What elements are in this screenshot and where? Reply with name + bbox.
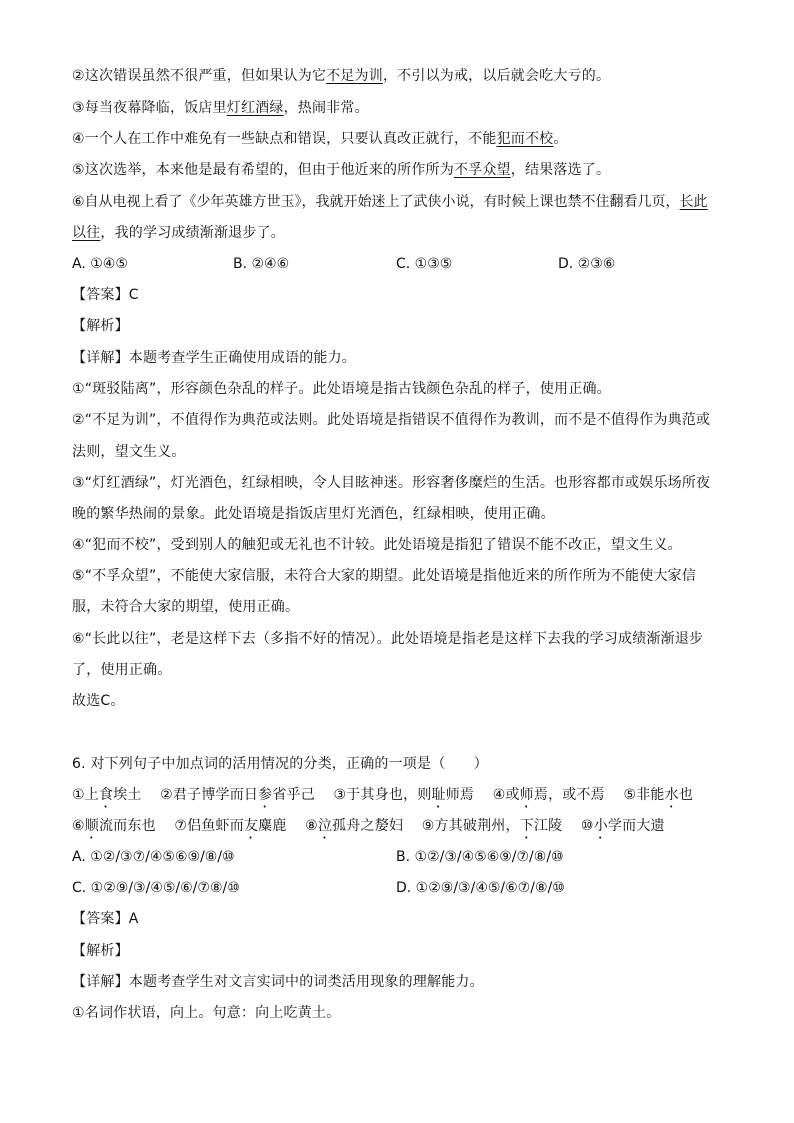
explanation-line: ①名词作状语，向上。句意：向上吃黄土。: [72, 1005, 341, 1021]
q6-item: ⑥顺流而东也: [72, 818, 156, 834]
conclusion-line: 故选C。: [72, 693, 125, 709]
sentence-3: ③每当夜幕降临，饭店里灯红酒绿，热闹非常。: [72, 100, 369, 116]
option-d: D. ②③⑥: [558, 256, 616, 272]
explanation-line: ④“犯而不校”，受到别人的触犯或无礼也不计较。此处语境是指犯了错误不能不改正，望文生义。: [72, 537, 682, 553]
explanation-line: ①“斑驳陆离”，形容颜色杂乱的样子。此处语境是指古钱颜色杂乱的样子，使用正确。: [72, 381, 611, 397]
analysis-label: 【解析】: [72, 318, 129, 334]
underlined-idiom: 灯红酒绿: [226, 100, 284, 116]
sentence-4: ④一个人在工作中难免有一些缺点和错误，只要认真改正就行，不能犯而不校。: [72, 131, 568, 147]
underlined-idiom: 以往: [72, 225, 101, 241]
option-c: C. ①②⑨/③/④⑤/⑥/⑦⑧/⑩: [72, 880, 240, 896]
explanation-line: ②“不足为训”，不值得作为典范或法则。此处语境是指错误不值得作为教训，而不是不值得作为典范或: [72, 412, 711, 428]
answer-label: 【答案】C: [72, 287, 139, 303]
sentence-2: ②这次错误虽然不很严重，但如果认为它不足为训，不引以为戒，以后就会吃大亏的。: [72, 68, 611, 84]
option-b: B. ①②/③/④⑤⑥⑨/⑦/⑧/⑩: [396, 849, 564, 865]
option-c: C. ①③⑤: [396, 256, 453, 272]
q6-sentences-row-2: [72, 816, 665, 842]
sentence-6a: ⑥自从电视上看了《少年英雄方世玉》，我就开始迷上了武侠小说，有时候上课也禁不住翻看几页，长此: [72, 194, 708, 210]
answer-label: 【答案】A: [72, 911, 139, 927]
explanation-line: 晚的繁华热闹的景象。此处语境是指饭店里灯光酒色，红绿相映，使用正确。: [72, 506, 555, 522]
sentence-6b: 以往，我的学习成绩渐渐退步了。: [72, 225, 286, 241]
question-6-stem: 6. 对下列句子中加点词的活用情况的分类，正确的一项是（ ）: [72, 756, 489, 772]
detail-text: 【详解】本题考查学生对文言实词中的词类活用现象的理解能力。: [72, 974, 484, 990]
q6-item: ⑩小学而大遗: [580, 818, 665, 834]
option-d: D. ①②⑨/③/④⑤/⑥⑦/⑧/⑩: [396, 880, 565, 896]
analysis-label: 【解析】: [72, 943, 129, 959]
sentence-5: ⑤这次选举，本来他是最有希望的，但由于他近来的所作所为不孚众望，结果落选了。: [72, 162, 611, 178]
q6-item: ④或师焉，或不焉: [492, 787, 605, 803]
explanation-line: ⑥“长此以往”，老是这样下去（多指不好的情况）。此处语境是指老是这样下去我的学习成绩渐渐退步: [72, 631, 704, 647]
q6-item: ⑤非能水也: [623, 787, 694, 803]
underlined-idiom: 不足为训: [326, 68, 383, 84]
q6-sentences-row-1: [72, 785, 693, 811]
q6-item: ⑧泣孤舟之嫠妇: [305, 818, 404, 834]
explanation-line: 法则，望文生义。: [72, 444, 186, 460]
option-b: B. ②④⑥: [233, 256, 290, 272]
underlined-idiom: 不孚众望: [453, 162, 511, 178]
underlined-idiom: 犯而不校: [496, 131, 554, 147]
explanation-line: ⑤“不孚众望”，不能使大家信服，未符合大家的期望。此处语境是指他近来的所作所为不能使大家信: [72, 568, 697, 584]
q6-item: ⑨方其破荆州，下江陵: [421, 818, 563, 834]
q6-item: ①上食埃土: [72, 787, 142, 803]
q6-item: ③于其身也，则耻师焉: [333, 787, 475, 803]
q6-item: ②君子博学而日参省乎己: [160, 787, 315, 803]
explanation-line: 服，未符合大家的期望，使用正确。: [72, 599, 300, 615]
q6-item: ⑦侣鱼虾而友麋鹿: [174, 818, 287, 834]
explanation-line: 了，使用正确。: [72, 662, 172, 678]
underlined-idiom: 长此: [679, 194, 708, 210]
explanation-line: ③“灯红酒绿”，灯光酒色，红绿相映，令人目眩神迷。形容奢侈糜烂的生活。也形容都市或娱乐场所夜: [72, 475, 711, 491]
detail-text: 【详解】本题考查学生正确使用成语的能力。: [72, 350, 356, 366]
option-a: A. ①④⑤: [72, 256, 128, 272]
option-a: A. ①②/③⑦/④⑤⑥⑨/⑧/⑩: [72, 849, 235, 865]
